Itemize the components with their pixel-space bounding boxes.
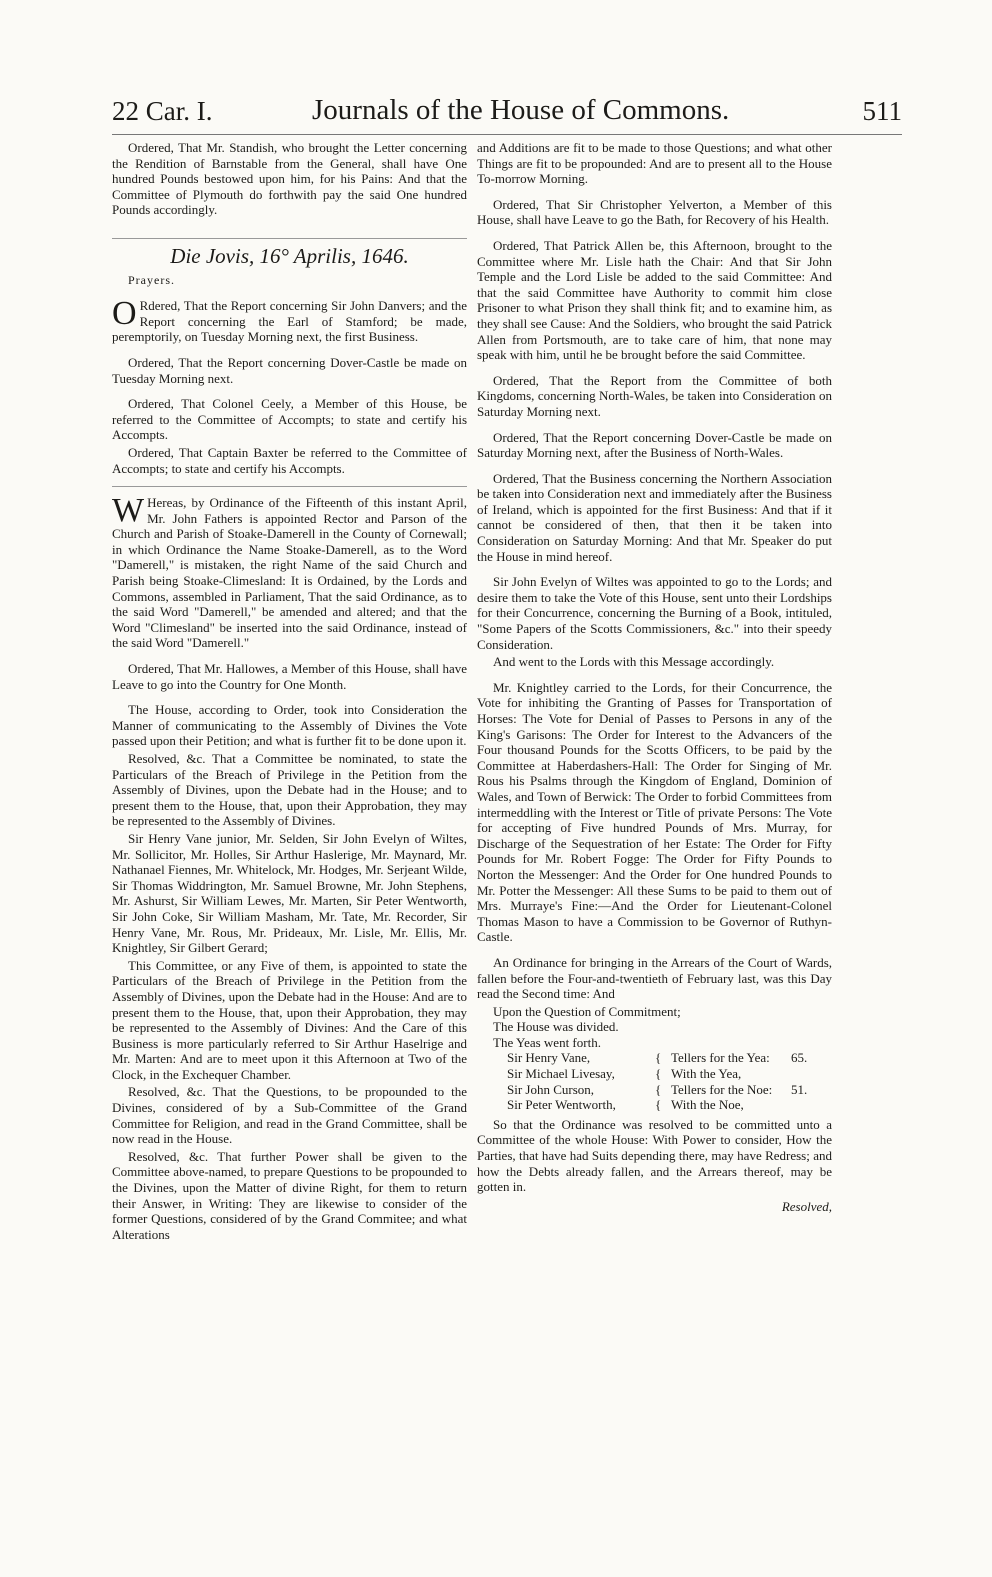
teller-name: Sir John Curson,	[507, 1081, 595, 1097]
journal-title: Journals of the House of Commons.	[312, 94, 730, 126]
entry-yelverton: Ordered, That Sir Christopher Yelverton, a Member of this House, shall have Leave to go the Bath, for Recovery of his Health.	[477, 196, 832, 228]
entry-ceely: Ordered, That Colonel Ceely, a Member of this House, be referred to the Committee of Accompts; to state and certify his Accompts.	[112, 396, 467, 443]
teller-row	[507, 1050, 832, 1066]
entry-so-that: So that the Ordinance was resolved to be committed unto a Committee of the whole House: With Power to consider, How the Parties, that have had Suits depending there, may have Redress; and how the Debts already fallen, and the Arrears thereof, may be gotten in.	[477, 1116, 832, 1195]
entry-resolved-further-power: Resolved, &c. That further Power shall be given to the Committee above-named, to prepare Questions to be propounded to the Divines, upon the Matter of divine Right, for them to return their Answer, in Writing: They are likewise to consider of the former Questions, considered of by the Grand Commitee; and what Alterations	[112, 1148, 467, 1242]
entry-hallowes: Ordered, That Mr. Hallowes, a Member of this House, shall have Leave to go into the Country for One Month.	[112, 661, 467, 692]
tellers-table	[507, 1050, 832, 1112]
entry-standish: Ordered, That Mr. Standish, who brought the Letter concerning the Rendition of Barnstable from the General, shall have One hundred Pounds bestowed upon him, for his Pains: And that the Committee of Plymouth do forthwith pay the said One hundred Pounds accordingly.	[112, 140, 467, 218]
section-divider	[112, 486, 467, 487]
entry-danvers	[112, 295, 467, 345]
teller-row	[507, 1082, 832, 1098]
vote-count: 51.	[791, 1081, 808, 1097]
left-column	[112, 140, 467, 1244]
brace: {	[655, 1050, 662, 1066]
vote-count	[791, 1097, 821, 1113]
drop-cap: O	[112, 295, 137, 333]
entry-danvers-text: Rdered, That the Report concerning Sir John Danvers; and the Report concerning the Earl of Stamford; be made, peremptorily, on Tuesday Morning next, the first Business.	[112, 298, 467, 345]
page-number: 511	[862, 96, 902, 126]
catchword: Resolved,	[781, 1198, 832, 1214]
vote-count: 65.	[791, 1050, 808, 1066]
drop-cap: W	[112, 492, 145, 530]
entry-northern-association: Ordered, That the Business concerning the Northern Association be taken into Consideration next and immediately after the Business of Ireland, which is appointed for the first Business: And that if it cannot be considered of then, that then it be taken into Consideration on Saturday Morning: And that Mr. Speaker do put the House in mind hereof.	[477, 470, 832, 564]
page-header	[112, 96, 902, 136]
entry-dover-castle-2: Ordered, That the Report concerning Dover-Castle be made on Saturday Morning next, after the Business of North-Wales.	[477, 429, 832, 461]
entry-house-consideration: The House, according to Order, took into Consideration the Manner of communicating to the Assembly of Divines the Vote passed upon their Petition; and what is further fit to be done upon it.	[112, 702, 467, 749]
teller-role: With the Yea,	[671, 1066, 742, 1082]
brace: {	[655, 1066, 662, 1082]
prayers-label: Prayers.	[128, 272, 175, 287]
entry-whereas	[112, 492, 467, 651]
day-heading: Die Jovis, 16° Aprilis, 1646.	[112, 238, 467, 265]
entry-ordinance-wards: An Ordinance for bringing in the Arrears of the Court of Wards, fallen before the Four-and-twentieth of February last, was this Day read the Second time: And	[477, 954, 832, 1002]
reign-heading: 22 Car. I.	[112, 96, 213, 126]
entry-dover-castle-1: Ordered, That the Report concerning Dover-Castle be made on Tuesday Morning next.	[112, 354, 467, 386]
teller-name: Sir Peter Wentworth,	[507, 1097, 616, 1113]
vote-count	[791, 1066, 821, 1082]
right-column	[477, 140, 832, 1214]
brace: {	[655, 1097, 662, 1113]
entry-resolved-questions: Resolved, &c. That the Questions, to be propounded to the Divines, considered of by a Sub-Committee of the Grand Committee for Religion, and read in the Grand Committee, shall be now read in the House.	[112, 1084, 467, 1147]
entry-knightley: Mr. Knightley carried to the Lords, for their Concurrence, the Vote for inhibiting the Granting of Passes for Transportation of Horses: The Vote for Denial of Passes to Persons in any of the King's Garisons: The Order for Interest to the Advancers of the Four thousand Pounds for the Scotts Officers, to be paid by the Committee at Haberdashers-Hall: The Order for Singing of Mr. Rous his Psalms through the Kingdom of England, Dominion of Wales, and Town of Berwick: The Order to forbid Committees from intermeddling with the Interest or Title of private Persons: The Vote for accepting of Five hundred Pounds of Mrs. Murray, for Discharge of the Sequestration of her Estate: The Order for Fifty Pounds for Mr. Robert Fogge: The Order for Fifty Pounds to Norton the Messenger: And the Order for One hundred Pounds to Mr. Potter the Messenger: All these Sums to be paid to them out of Mrs. Murraye's Fine:—And the Order for Lieutenant-Colonel Thomas Mason to have a Commission to be Governor of Ruthyn-Castle.	[477, 679, 832, 945]
yeas-forth-line: The Yeas went forth.	[493, 1034, 601, 1050]
entry-additions: and Additions are fit to be made to those Questions; and what other Things are fit to be propounded: And are to present all to the House To-morrow Morning.	[477, 140, 832, 187]
entry-resolved-committee: Resolved, &c. That a Committee be nominated, to state the Particulars of the Breach of Privilege in the Petition from the Assembly of Divines, upon the Debate had in the House; and to present them to the House, that, upon their Approbation, they may be represented to the Assembly of Divines.	[112, 751, 467, 829]
entry-committee-powers: This Committee, or any Five of them, is appointed to state the Particulars of the Breach of Privilege in the Petition from the Assembly of Divines, upon the Debate had in the House: And are to present them to the House, that, upon their Approbation, they may be represented to the Assembly of Divines: And the Care of this Business is more particularly referred to Sir Arthur Haselrige and Mr. Marten: And are to meet upon it this Afternoon at Two of the Clock, in the Exchequer Chamber.	[112, 957, 467, 1082]
entry-went-to-lords: And went to the Lords with this Message accordingly.	[493, 654, 775, 670]
division-lines	[477, 1004, 832, 1051]
teller-role: Tellers for the Noe:	[671, 1081, 773, 1097]
header-rule	[112, 134, 902, 135]
teller-row	[507, 1066, 832, 1082]
entry-whereas-text: Hereas, by Ordinance of the Fifteenth of this instant April, Mr. John Fathers is appointed Rector and Parson of the Church and Parish of Stoake-Damerell in the County of Cornewall; in which Ordinance the Name Stoake-Damerell, as to the Word "Damerell," is mistaken, the right Name of the said Church and Parish being Stoake-Climesland: It is Ordained, by the Lords and Commons, assembled in Parliament, That the said Ordinance, as to the said Word "Damerell," be amended and altered; and that the Word "Climesland" be inserted into the said Ordinance, instead of the said Word "Damerell."	[112, 495, 467, 651]
teller-name: Sir Henry Vane,	[507, 1050, 591, 1066]
question-line: Upon the Question of Commitment;	[493, 1003, 681, 1019]
entry-baxter: Ordered, That Captain Baxter be referred to the Committee of Accompts; to state and certify his Accompts.	[112, 444, 467, 476]
entry-patrick-allen: Ordered, That Patrick Allen be, this Afternoon, brought to the Committee where Mr. Lisle hath the Chair: And that Sir John Temple and the Lord Lisle be added to the said Committee: And that the said Committee have Authority to commit him close Prisoner to what Prison they shall think fit; and to examine him, as they shall see Cause: And the Soldiers, who brought the said Patrick Allen from Portsmouth, are to take care of him, that none may speak with him, until he be brought before the said Committee.	[477, 237, 832, 363]
teller-row	[507, 1097, 832, 1113]
entry-north-wales: Ordered, That the Report from the Committee of both Kingdoms, concerning North-Wales, be taken into Consideration on Saturday Morning next.	[477, 372, 832, 419]
entry-evelyn: Sir John Evelyn of Wiltes was appointed to go to the Lords; and desire them to take the Vote of this House, sent unto their Lordships for their Concurrence, concerning the Burning of a Book, intituled, "Some Papers of the Scotts Commissioners, &c." into their speedy Consideration.	[477, 574, 832, 652]
teller-name: Sir Michael Livesay,	[507, 1066, 615, 1082]
teller-role: With the Noe,	[671, 1097, 744, 1113]
brace: {	[655, 1081, 662, 1097]
teller-role: Tellers for the Yea:	[671, 1050, 770, 1066]
entry-committee-names: Sir Henry Vane junior, Mr. Selden, Sir John Evelyn of Wiltes, Mr. Sollicitor, Mr. Holles, Sir Arthur Haslerige, Mr. Maynard, Mr. Nathanael Fiennes, Mr. Whitelock, Mr. Hodges, Mr. Serjeant Wilde, Sir Thomas Widdrington, Mr. Samuel Browne, Mr. John Stephens, Mr. Ashurst, Sir William Lewes, Mr. Marten, Sir Peter Wentworth, Sir John Coke, Sir William Masham, Mr. Tate, Mr. Recorder, Sir Henry Vane, Mr. Rous, Mr. Prideaux, Mr. Lisle, Mr. Ellis, Mr. Knightley, Sir Gilbert Gerard;	[112, 830, 467, 956]
divided-line: The House was divided.	[493, 1019, 619, 1035]
